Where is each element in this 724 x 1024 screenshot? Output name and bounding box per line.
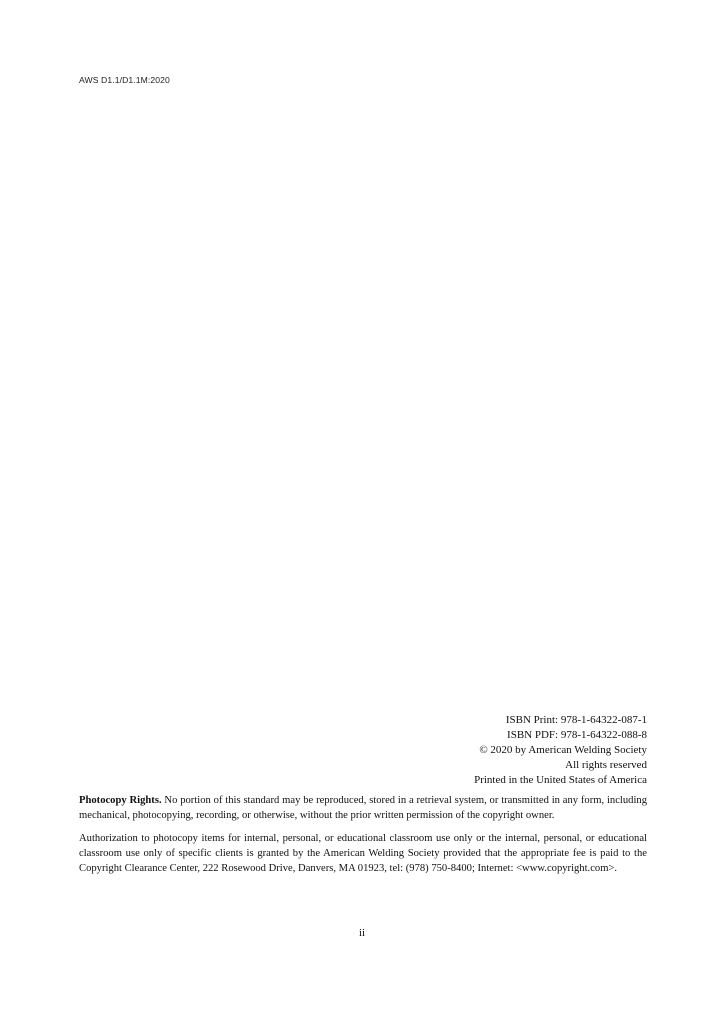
- rights-reserved-line: All rights reserved: [565, 759, 647, 771]
- authorization-paragraph: Authorization to photocopy items for internal, personal, or educational classroom use only or the internal, personal, or educational classroom use only of specific clients is granted by the American Welding Society provided that the appropriate fee is paid to the Copyright Clearance Center, 222 Rosewood Drive, Danvers, MA 01923, tel: (978) 750-8400; Internet: <www.copyright.com>.: [79, 832, 647, 875]
- publication-info: [327, 713, 647, 788]
- isbn-pdf-line: ISBN PDF: 978-1-64322-088-8: [507, 729, 647, 741]
- photocopy-rights-text: No portion of this standard may be reproduced, stored in a retrieval system, or transmitted in any form, including mechanical, photocopying, recording, or otherwise, without the prior written permission of the copyright owner.: [79, 795, 647, 822]
- isbn-print-line: ISBN Print: 978-1-64322-087-1: [505, 714, 647, 726]
- running-header: AWS D1.1/D1.1M:2020: [79, 75, 170, 85]
- photocopy-rights-lead: Photocopy Rights.: [79, 795, 162, 806]
- copyright-line: © 2020 by American Welding Society: [479, 744, 647, 756]
- rights-notice: [79, 793, 647, 883]
- printed-in-line: Printed in the United States of America: [474, 774, 647, 786]
- photocopy-rights-paragraph: [79, 793, 647, 824]
- page-number: ii: [358, 927, 366, 939]
